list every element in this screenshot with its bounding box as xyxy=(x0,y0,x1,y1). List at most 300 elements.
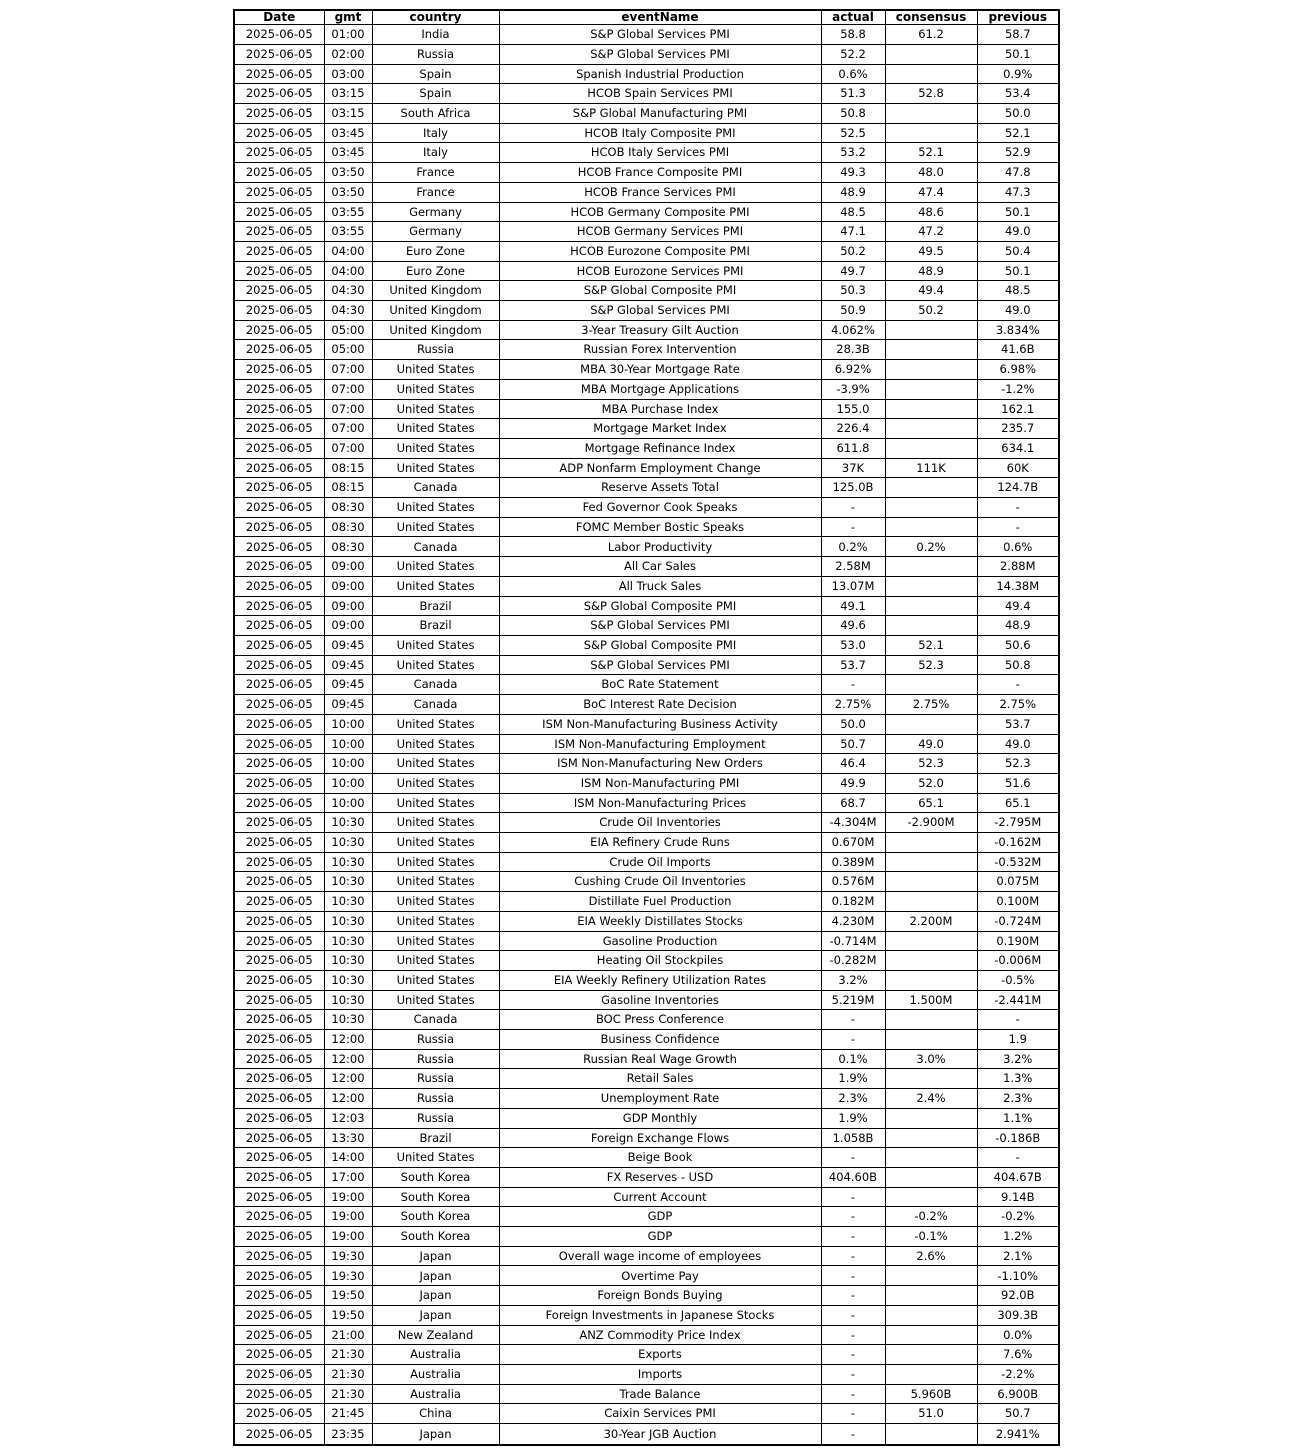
cell-event-name: ISM Non-Manufacturing PMI xyxy=(499,773,821,793)
cell-previous: 309.3B xyxy=(977,1305,1059,1325)
cell-gmt: 03:45 xyxy=(324,123,372,143)
cell-previous: 48.9 xyxy=(977,616,1059,636)
cell-previous: 1.2% xyxy=(977,1227,1059,1247)
cell-consensus: -0.1% xyxy=(885,1227,977,1247)
cell-actual: 49.1 xyxy=(821,596,885,616)
cell-country: United States xyxy=(372,438,499,458)
cell-event-name: FX Reserves - USD xyxy=(499,1167,821,1187)
cell-gmt: 09:00 xyxy=(324,557,372,577)
cell-gmt: 10:30 xyxy=(324,911,372,931)
cell-country: United States xyxy=(372,951,499,971)
cell-date: 2025-06-05 xyxy=(234,911,324,931)
cell-consensus xyxy=(885,675,977,695)
cell-date: 2025-06-05 xyxy=(234,25,324,45)
cell-date: 2025-06-05 xyxy=(234,379,324,399)
table-row xyxy=(234,655,1059,675)
cell-previous: 1.9 xyxy=(977,1030,1059,1050)
table-row xyxy=(234,1128,1059,1148)
cell-event-name: Crude Oil Inventories xyxy=(499,813,821,833)
cell-actual: 0.670M xyxy=(821,833,885,853)
column-header-actual: actual xyxy=(821,10,885,25)
cell-actual: 1.9% xyxy=(821,1069,885,1089)
cell-previous: -0.5% xyxy=(977,970,1059,990)
cell-country: Russia xyxy=(372,44,499,64)
cell-country: United States xyxy=(372,872,499,892)
table-row xyxy=(234,596,1059,616)
cell-consensus: 0.2% xyxy=(885,537,977,557)
cell-country: South Africa xyxy=(372,104,499,124)
cell-consensus: 5.960B xyxy=(885,1384,977,1404)
cell-country: Russia xyxy=(372,340,499,360)
cell-previous: 53.7 xyxy=(977,714,1059,734)
cell-actual: 0.182M xyxy=(821,892,885,912)
cell-country: Japan xyxy=(372,1246,499,1266)
cell-consensus: 111K xyxy=(885,458,977,478)
cell-gmt: 19:50 xyxy=(324,1305,372,1325)
cell-consensus xyxy=(885,104,977,124)
cell-country: United States xyxy=(372,576,499,596)
cell-previous: 124.7B xyxy=(977,478,1059,498)
cell-consensus xyxy=(885,498,977,518)
table-row xyxy=(234,990,1059,1010)
cell-event-name: HCOB France Services PMI xyxy=(499,182,821,202)
cell-previous: 65.1 xyxy=(977,793,1059,813)
cell-gmt: 01:00 xyxy=(324,25,372,45)
table-row xyxy=(234,1167,1059,1187)
cell-gmt: 10:00 xyxy=(324,714,372,734)
cell-date: 2025-06-05 xyxy=(234,340,324,360)
cell-event-name: Trade Balance xyxy=(499,1384,821,1404)
cell-consensus xyxy=(885,1345,977,1365)
cell-actual: -4.304M xyxy=(821,813,885,833)
table-row xyxy=(234,222,1059,242)
cell-actual: 49.6 xyxy=(821,616,885,636)
table-row xyxy=(234,675,1059,695)
cell-date: 2025-06-05 xyxy=(234,872,324,892)
cell-country: South Korea xyxy=(372,1167,499,1187)
table-row xyxy=(234,833,1059,853)
cell-country: United States xyxy=(372,793,499,813)
cell-event-name: Reserve Assets Total xyxy=(499,478,821,498)
table-row xyxy=(234,163,1059,183)
table-row xyxy=(234,241,1059,261)
table-row xyxy=(234,852,1059,872)
cell-event-name: Mortgage Refinance Index xyxy=(499,438,821,458)
cell-gmt: 10:30 xyxy=(324,990,372,1010)
cell-gmt: 10:30 xyxy=(324,892,372,912)
cell-consensus xyxy=(885,478,977,498)
cell-previous: 0.6% xyxy=(977,537,1059,557)
cell-country: South Korea xyxy=(372,1227,499,1247)
table-row xyxy=(234,970,1059,990)
cell-consensus: 65.1 xyxy=(885,793,977,813)
cell-gmt: 03:55 xyxy=(324,202,372,222)
cell-previous: 2.88M xyxy=(977,557,1059,577)
cell-gmt: 09:45 xyxy=(324,635,372,655)
header-row xyxy=(234,10,1059,25)
cell-event-name: MBA 30-Year Mortgage Rate xyxy=(499,360,821,380)
cell-actual: 1.9% xyxy=(821,1108,885,1128)
table-row xyxy=(234,754,1059,774)
cell-actual: 3.2% xyxy=(821,970,885,990)
cell-date: 2025-06-05 xyxy=(234,1305,324,1325)
cell-date: 2025-06-05 xyxy=(234,1049,324,1069)
cell-consensus xyxy=(885,1167,977,1187)
cell-date: 2025-06-05 xyxy=(234,1345,324,1365)
cell-consensus xyxy=(885,970,977,990)
cell-date: 2025-06-05 xyxy=(234,1246,324,1266)
cell-previous: 50.6 xyxy=(977,635,1059,655)
cell-event-name: S&P Global Manufacturing PMI xyxy=(499,104,821,124)
cell-date: 2025-06-05 xyxy=(234,576,324,596)
cell-previous: 49.0 xyxy=(977,734,1059,754)
cell-gmt: 03:15 xyxy=(324,104,372,124)
table-row xyxy=(234,813,1059,833)
cell-gmt: 07:00 xyxy=(324,360,372,380)
cell-country: United States xyxy=(372,655,499,675)
cell-event-name: Foreign Investments in Japanese Stocks xyxy=(499,1305,821,1325)
cell-date: 2025-06-05 xyxy=(234,1030,324,1050)
table-row xyxy=(234,695,1059,715)
cell-date: 2025-06-05 xyxy=(234,970,324,990)
cell-previous: -2.441M xyxy=(977,990,1059,1010)
column-header-event-name: eventName xyxy=(499,10,821,25)
cell-consensus: 48.0 xyxy=(885,163,977,183)
table-row xyxy=(234,1384,1059,1404)
cell-date: 2025-06-05 xyxy=(234,773,324,793)
table-row xyxy=(234,301,1059,321)
cell-consensus xyxy=(885,1365,977,1385)
cell-consensus: 1.500M xyxy=(885,990,977,1010)
table-row xyxy=(234,537,1059,557)
table-row xyxy=(234,517,1059,537)
cell-consensus xyxy=(885,616,977,636)
cell-country: South Korea xyxy=(372,1187,499,1207)
cell-date: 2025-06-05 xyxy=(234,931,324,951)
cell-previous: -0.162M xyxy=(977,833,1059,853)
cell-event-name: BOC Press Conference xyxy=(499,1010,821,1030)
cell-gmt: 03:00 xyxy=(324,64,372,84)
cell-previous: 7.6% xyxy=(977,1345,1059,1365)
cell-consensus: 48.9 xyxy=(885,261,977,281)
cell-date: 2025-06-05 xyxy=(234,281,324,301)
cell-date: 2025-06-05 xyxy=(234,84,324,104)
cell-event-name: Fed Governor Cook Speaks xyxy=(499,498,821,518)
cell-gmt: 12:00 xyxy=(324,1089,372,1109)
cell-event-name: ISM Non-Manufacturing Business Activity xyxy=(499,714,821,734)
cell-country: United States xyxy=(372,773,499,793)
cell-actual: 0.389M xyxy=(821,852,885,872)
cell-date: 2025-06-05 xyxy=(234,596,324,616)
cell-gmt: 10:00 xyxy=(324,773,372,793)
table-row xyxy=(234,104,1059,124)
cell-date: 2025-06-05 xyxy=(234,557,324,577)
cell-consensus: 47.2 xyxy=(885,222,977,242)
cell-actual: 48.5 xyxy=(821,202,885,222)
cell-date: 2025-06-05 xyxy=(234,990,324,1010)
cell-consensus: 47.4 xyxy=(885,182,977,202)
cell-consensus xyxy=(885,596,977,616)
table-row xyxy=(234,340,1059,360)
cell-event-name: GDP Monthly xyxy=(499,1108,821,1128)
cell-event-name: Gasoline Production xyxy=(499,931,821,951)
cell-actual: 0.2% xyxy=(821,537,885,557)
cell-consensus: 51.0 xyxy=(885,1404,977,1424)
cell-actual: - xyxy=(821,1404,885,1424)
table-row xyxy=(234,478,1059,498)
cell-gmt: 13:30 xyxy=(324,1128,372,1148)
cell-consensus: 48.6 xyxy=(885,202,977,222)
table-row xyxy=(234,635,1059,655)
cell-actual: - xyxy=(821,1148,885,1168)
cell-date: 2025-06-05 xyxy=(234,163,324,183)
cell-date: 2025-06-05 xyxy=(234,1010,324,1030)
cell-event-name: Labor Productivity xyxy=(499,537,821,557)
cell-country: United Kingdom xyxy=(372,281,499,301)
table-row xyxy=(234,84,1059,104)
cell-gmt: 21:30 xyxy=(324,1384,372,1404)
cell-event-name: ISM Non-Manufacturing New Orders xyxy=(499,754,821,774)
cell-country: Canada xyxy=(372,478,499,498)
cell-consensus: 2.4% xyxy=(885,1089,977,1109)
cell-event-name: Gasoline Inventories xyxy=(499,990,821,1010)
table-row xyxy=(234,793,1059,813)
cell-previous: 634.1 xyxy=(977,438,1059,458)
cell-date: 2025-06-05 xyxy=(234,1167,324,1187)
cell-country: Russia xyxy=(372,1069,499,1089)
cell-actual: 0.1% xyxy=(821,1049,885,1069)
cell-gmt: 12:00 xyxy=(324,1069,372,1089)
cell-consensus: 52.0 xyxy=(885,773,977,793)
cell-gmt: 10:30 xyxy=(324,813,372,833)
cell-actual: - xyxy=(821,1010,885,1030)
table-row xyxy=(234,1108,1059,1128)
cell-previous: 1.1% xyxy=(977,1108,1059,1128)
cell-date: 2025-06-05 xyxy=(234,1089,324,1109)
cell-gmt: 12:03 xyxy=(324,1108,372,1128)
cell-event-name: GDP xyxy=(499,1207,821,1227)
cell-gmt: 09:45 xyxy=(324,675,372,695)
cell-gmt: 08:30 xyxy=(324,517,372,537)
table-row xyxy=(234,773,1059,793)
cell-country: Russia xyxy=(372,1108,499,1128)
table-row xyxy=(234,44,1059,64)
cell-gmt: 21:30 xyxy=(324,1345,372,1365)
cell-date: 2025-06-05 xyxy=(234,793,324,813)
cell-consensus: 49.5 xyxy=(885,241,977,261)
cell-actual: 125.0B xyxy=(821,478,885,498)
cell-actual: - xyxy=(821,1187,885,1207)
cell-gmt: 10:30 xyxy=(324,970,372,990)
cell-gmt: 10:00 xyxy=(324,754,372,774)
cell-previous: 58.7 xyxy=(977,25,1059,45)
cell-date: 2025-06-05 xyxy=(234,202,324,222)
cell-gmt: 03:50 xyxy=(324,163,372,183)
cell-event-name: HCOB Spain Services PMI xyxy=(499,84,821,104)
cell-date: 2025-06-05 xyxy=(234,1148,324,1168)
cell-previous: 51.6 xyxy=(977,773,1059,793)
cell-gmt: 04:00 xyxy=(324,261,372,281)
cell-previous: 48.5 xyxy=(977,281,1059,301)
cell-consensus xyxy=(885,1069,977,1089)
cell-actual: 47.1 xyxy=(821,222,885,242)
cell-previous: -0.006M xyxy=(977,951,1059,971)
table-row xyxy=(234,1365,1059,1385)
cell-date: 2025-06-05 xyxy=(234,892,324,912)
cell-event-name: HCOB Eurozone Composite PMI xyxy=(499,241,821,261)
cell-previous: 2.1% xyxy=(977,1246,1059,1266)
cell-gmt: 10:30 xyxy=(324,872,372,892)
cell-date: 2025-06-05 xyxy=(234,1227,324,1247)
cell-event-name: Spanish Industrial Production xyxy=(499,64,821,84)
cell-actual: 1.058B xyxy=(821,1128,885,1148)
table-row xyxy=(234,951,1059,971)
table-row xyxy=(234,1246,1059,1266)
cell-consensus: 52.8 xyxy=(885,84,977,104)
cell-country: Japan xyxy=(372,1424,499,1445)
cell-country: United States xyxy=(372,517,499,537)
cell-actual: 0.576M xyxy=(821,872,885,892)
table-row xyxy=(234,438,1059,458)
cell-date: 2025-06-05 xyxy=(234,301,324,321)
cell-actual: 53.2 xyxy=(821,143,885,163)
table-row xyxy=(234,320,1059,340)
cell-gmt: 03:15 xyxy=(324,84,372,104)
cell-actual: 52.2 xyxy=(821,44,885,64)
cell-consensus: 52.3 xyxy=(885,655,977,675)
cell-date: 2025-06-05 xyxy=(234,517,324,537)
cell-country: Canada xyxy=(372,1010,499,1030)
cell-previous: - xyxy=(977,1010,1059,1030)
cell-previous: 50.8 xyxy=(977,655,1059,675)
cell-previous: 2.3% xyxy=(977,1089,1059,1109)
cell-consensus xyxy=(885,852,977,872)
cell-event-name: Overall wage income of employees xyxy=(499,1246,821,1266)
cell-previous: 60K xyxy=(977,458,1059,478)
cell-country: France xyxy=(372,182,499,202)
cell-previous: 49.4 xyxy=(977,596,1059,616)
table-row xyxy=(234,1049,1059,1069)
cell-country: Italy xyxy=(372,123,499,143)
cell-event-name: MBA Purchase Index xyxy=(499,399,821,419)
cell-event-name: Distillate Fuel Production xyxy=(499,892,821,912)
cell-gmt: 07:00 xyxy=(324,399,372,419)
cell-event-name: S&P Global Services PMI xyxy=(499,44,821,64)
cell-country: Euro Zone xyxy=(372,261,499,281)
table-row xyxy=(234,1227,1059,1247)
cell-previous: 9.14B xyxy=(977,1187,1059,1207)
cell-date: 2025-06-05 xyxy=(234,399,324,419)
cell-gmt: 17:00 xyxy=(324,1167,372,1187)
cell-actual: 68.7 xyxy=(821,793,885,813)
cell-event-name: Russian Forex Intervention xyxy=(499,340,821,360)
cell-country: Germany xyxy=(372,222,499,242)
table-row xyxy=(234,1010,1059,1030)
table-row xyxy=(234,419,1059,439)
table-row xyxy=(234,123,1059,143)
cell-actual: 50.3 xyxy=(821,281,885,301)
cell-actual: - xyxy=(821,675,885,695)
cell-country: Japan xyxy=(372,1305,499,1325)
cell-actual: 50.8 xyxy=(821,104,885,124)
cell-event-name: HCOB Italy Composite PMI xyxy=(499,123,821,143)
cell-event-name: Russian Real Wage Growth xyxy=(499,1049,821,1069)
cell-previous: 0.190M xyxy=(977,931,1059,951)
cell-event-name: Cushing Crude Oil Inventories xyxy=(499,872,821,892)
cell-gmt: 08:15 xyxy=(324,458,372,478)
cell-event-name: EIA Weekly Distillates Stocks xyxy=(499,911,821,931)
cell-consensus xyxy=(885,1010,977,1030)
cell-actual: -0.282M xyxy=(821,951,885,971)
cell-gmt: 19:50 xyxy=(324,1286,372,1306)
cell-previous: 47.3 xyxy=(977,182,1059,202)
table-row xyxy=(234,557,1059,577)
table-row xyxy=(234,1207,1059,1227)
table-row xyxy=(234,931,1059,951)
cell-event-name: S&P Global Services PMI xyxy=(499,616,821,636)
cell-consensus: 2.6% xyxy=(885,1246,977,1266)
cell-consensus xyxy=(885,340,977,360)
cell-consensus: 2.200M xyxy=(885,911,977,931)
cell-country: United States xyxy=(372,498,499,518)
cell-previous: 50.1 xyxy=(977,44,1059,64)
cell-previous: 3.834% xyxy=(977,320,1059,340)
cell-country: Brazil xyxy=(372,1128,499,1148)
cell-actual: 49.3 xyxy=(821,163,885,183)
cell-gmt: 08:30 xyxy=(324,498,372,518)
cell-gmt: 10:30 xyxy=(324,1010,372,1030)
cell-date: 2025-06-05 xyxy=(234,1108,324,1128)
cell-country: Italy xyxy=(372,143,499,163)
cell-event-name: 30-Year JGB Auction xyxy=(499,1424,821,1445)
table-row xyxy=(234,1424,1059,1445)
table-row xyxy=(234,1305,1059,1325)
cell-previous: 47.8 xyxy=(977,163,1059,183)
cell-event-name: S&P Global Services PMI xyxy=(499,25,821,45)
cell-actual: 53.0 xyxy=(821,635,885,655)
cell-country: Japan xyxy=(372,1286,499,1306)
table-row xyxy=(234,892,1059,912)
cell-event-name: ISM Non-Manufacturing Prices xyxy=(499,793,821,813)
cell-event-name: EIA Weekly Refinery Utilization Rates xyxy=(499,970,821,990)
cell-date: 2025-06-05 xyxy=(234,1128,324,1148)
cell-event-name: Crude Oil Imports xyxy=(499,852,821,872)
cell-actual: 46.4 xyxy=(821,754,885,774)
cell-actual: - xyxy=(821,517,885,537)
cell-consensus xyxy=(885,44,977,64)
cell-consensus xyxy=(885,1305,977,1325)
cell-actual: 48.9 xyxy=(821,182,885,202)
cell-country: Australia xyxy=(372,1384,499,1404)
table-row xyxy=(234,1148,1059,1168)
cell-consensus xyxy=(885,419,977,439)
table-row xyxy=(234,734,1059,754)
cell-actual: 5.219M xyxy=(821,990,885,1010)
cell-consensus xyxy=(885,892,977,912)
cell-country: United States xyxy=(372,458,499,478)
cell-country: Canada xyxy=(372,537,499,557)
cell-previous: 235.7 xyxy=(977,419,1059,439)
table-row xyxy=(234,714,1059,734)
cell-date: 2025-06-05 xyxy=(234,1286,324,1306)
cell-date: 2025-06-05 xyxy=(234,734,324,754)
table-row xyxy=(234,616,1059,636)
cell-actual: 13.07M xyxy=(821,576,885,596)
cell-actual: 226.4 xyxy=(821,419,885,439)
cell-gmt: 04:30 xyxy=(324,301,372,321)
cell-actual: 50.9 xyxy=(821,301,885,321)
cell-actual: 53.7 xyxy=(821,655,885,675)
